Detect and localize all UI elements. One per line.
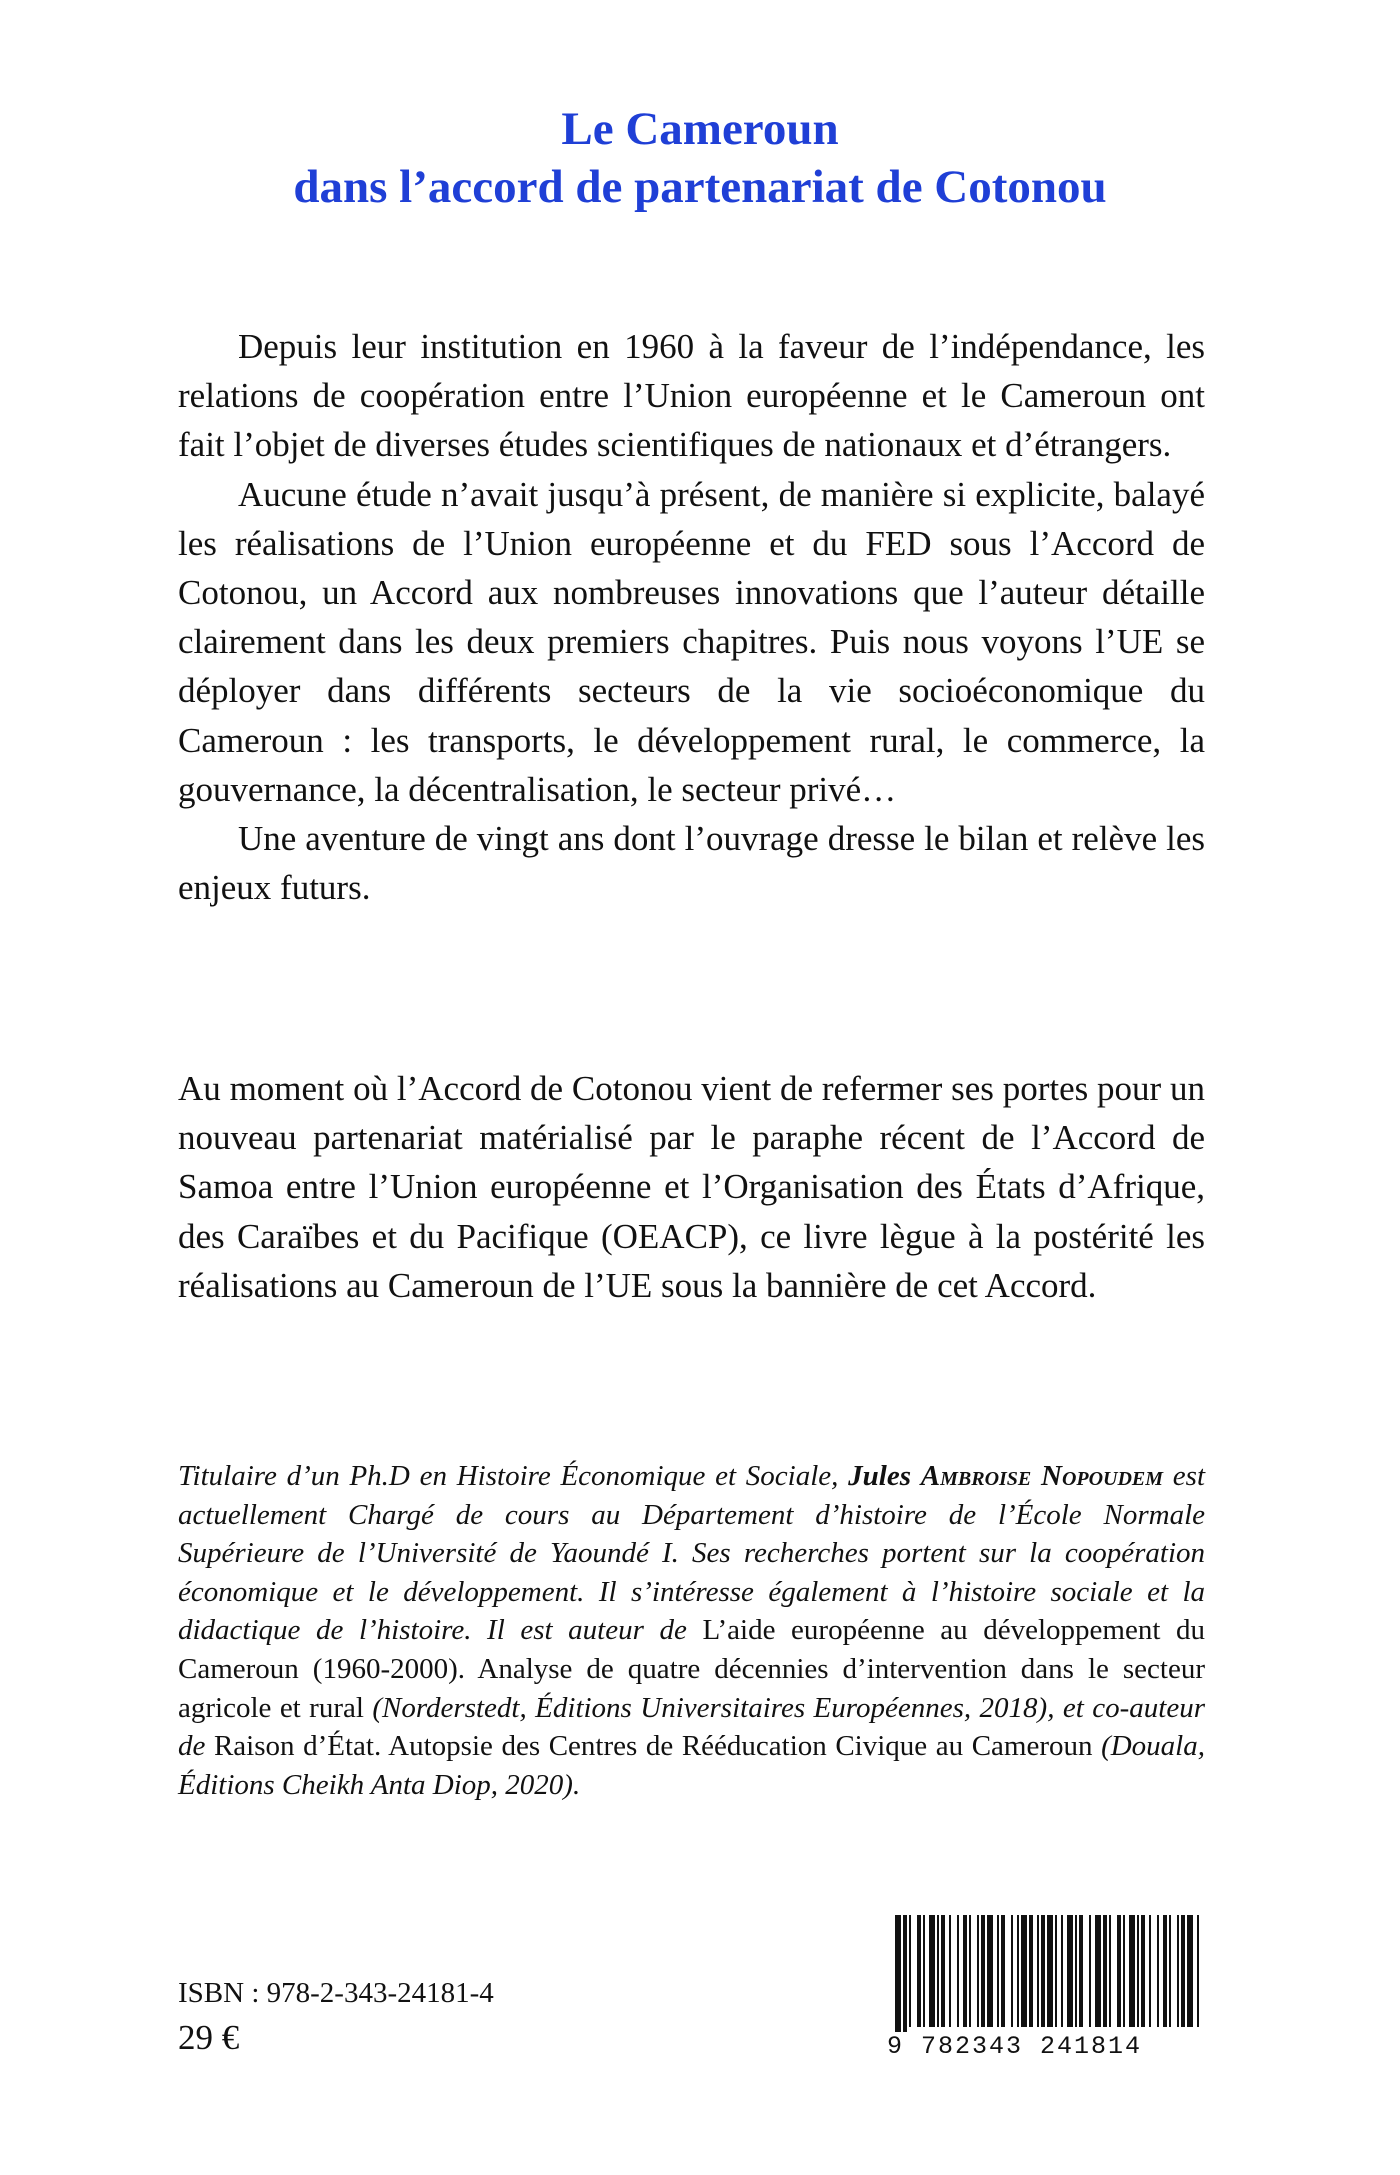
title-line-2: dans l’accord de partenariat de Cotonou bbox=[293, 161, 1107, 213]
barcode-bar bbox=[1095, 1915, 1101, 2027]
barcode-bar bbox=[1117, 1915, 1121, 2027]
barcode-bar bbox=[1067, 1915, 1073, 2027]
barcode-bar bbox=[1163, 1915, 1167, 2027]
barcode-bar bbox=[1011, 1915, 1013, 2027]
blurb-paragraph-1: Depuis leur institution en 1960 à la faveur de l’indépendance, les relations de coopération entre l’Union européenne et le Cameroun ont fait l’objet de diverses études scientifiques de nationaux et d’étrangers. bbox=[178, 327, 1205, 465]
barcode-bar bbox=[895, 1915, 901, 2037]
isbn: ISBN : 978-2-343-24181-4 bbox=[178, 1977, 494, 2009]
bio-intro: Titulaire d’un Ph.D en Histoire Économique et Sociale, bbox=[178, 1460, 849, 1492]
barcode-bar bbox=[1001, 1915, 1005, 2027]
barcode-digits: 9 782343 241814 bbox=[887, 2032, 1207, 2062]
barcode-bar bbox=[1109, 1915, 1111, 2027]
barcode-bar bbox=[1061, 1915, 1063, 2027]
barcode-bar bbox=[1047, 1915, 1053, 2027]
barcode-bar bbox=[937, 1915, 939, 2027]
blurb-section bbox=[178, 322, 1205, 912]
blurb-paragraph-2: Aucune étude n’avait jusqu’à présent, de manière si explicite, balayé les réalisations de l’Union européenne et du FED sous l’Accord de Cotonou, un Accord aux nombreuses innovations que l’auteur détaille clairement dans les deux premiers chapitres. Puis nous voyons l’UE se déployer dans différents secteurs de la vie socioéconomique du Cameroun : les transports, le développement rural, le commerce, la gouvernance, la décentralisation, le secteur privé… bbox=[178, 474, 1205, 809]
barcode-bar bbox=[1103, 1915, 1107, 2027]
barcode-bar bbox=[963, 1915, 967, 2027]
barcode-bars bbox=[887, 1915, 1207, 2037]
blurb-paragraph-3: Une aventure de vingt ans dont l’ouvrage dresse le bilan et relève les enjeux futurs. bbox=[178, 819, 1205, 908]
barcode-bar bbox=[957, 1915, 959, 2027]
barcode-bar bbox=[1017, 1915, 1019, 2027]
author-bio bbox=[178, 1457, 1205, 1804]
barcode-bar bbox=[1089, 1915, 1091, 2027]
closing-section bbox=[178, 1064, 1205, 1310]
book-title-2: Raison d’État. Autopsie des Centres de Rééducation Civique au Cameroun bbox=[213, 1730, 1093, 1763]
author-last-name: Ambroise Nopoudem bbox=[920, 1460, 1164, 1492]
barcode-bar bbox=[977, 1915, 979, 2027]
barcode-bar bbox=[929, 1915, 935, 2027]
publisher-2: (Douala, Éditions Cheikh Anta Diop, 2020). bbox=[178, 1730, 1205, 1801]
title-line-1: Le Cameroun bbox=[561, 103, 839, 155]
book-title bbox=[0, 100, 1400, 216]
barcode-bar bbox=[1197, 1915, 1199, 2027]
barcode-bar bbox=[987, 1915, 993, 2027]
barcode-bar bbox=[981, 1915, 985, 2027]
barcode-bar bbox=[917, 1915, 921, 2027]
barcode-bar bbox=[1123, 1915, 1125, 2027]
barcode-bar bbox=[1029, 1915, 1033, 2027]
barcode-bar bbox=[1041, 1915, 1045, 2027]
barcode-bar bbox=[1079, 1915, 1083, 2027]
author-first-name: Jules bbox=[848, 1460, 921, 1492]
barcode-bar bbox=[1149, 1915, 1151, 2027]
publisher-1: (Norderstedt, Éditions Universitaires Européennes, 2018), et co-auteur de bbox=[178, 1691, 1205, 1763]
book-title-1: L’aide européenne au développement du Cameroun (1960-2000). Analyse de quatre décennies d’intervention dans le secteur agricole et rural bbox=[178, 1614, 1205, 1724]
bio-text: est actuellement Chargé de cours au Département d’histoire de l’École Normale Supérieure de l’Université de Yaoundé I. Ses recherches portent sur la coopération économique et le développement. Il s’intéresse également à l’histoire sociale et la didactique de l’histoire. Il est auteur de bbox=[178, 1460, 1206, 1647]
closing-paragraph: Au moment où l’Accord de Cotonou vient de refermer ses portes pour un nouveau partenariat matérialisé par le paraphe récent de l’Accord de Samoa entre l’Union européenne et l’Organisation des États d’Afrique, des Caraïbes et du Pacifique (OEACP), ce livre lègue à la postérité les réalisations au Cameroun de l’UE sous la bannière de cet Accord. bbox=[178, 1069, 1205, 1305]
barcode-bar bbox=[1075, 1915, 1077, 2027]
barcode-bar bbox=[909, 1915, 911, 2027]
barcode-bar bbox=[1181, 1915, 1185, 2027]
barcode-bar bbox=[1037, 1915, 1039, 2027]
price: 29 € bbox=[178, 2018, 240, 2057]
barcode-bar bbox=[1021, 1915, 1027, 2027]
barcode-bar bbox=[949, 1915, 951, 2027]
barcode-bar bbox=[923, 1915, 925, 2027]
barcode-bar bbox=[1137, 1915, 1139, 2027]
barcode-bar bbox=[941, 1915, 945, 2027]
barcode-bar bbox=[1157, 1915, 1159, 2027]
barcode-bar bbox=[1177, 1915, 1179, 2027]
barcode-bar bbox=[1141, 1915, 1145, 2027]
barcode-bar bbox=[1055, 1915, 1057, 2027]
barcode-bar bbox=[1187, 1915, 1193, 2027]
barcode-bar bbox=[969, 1915, 971, 2027]
barcode-bar bbox=[903, 1915, 907, 2037]
barcode-bar bbox=[1169, 1915, 1171, 2027]
barcode-bar bbox=[1129, 1915, 1135, 2027]
barcode-bar bbox=[997, 1915, 999, 2027]
